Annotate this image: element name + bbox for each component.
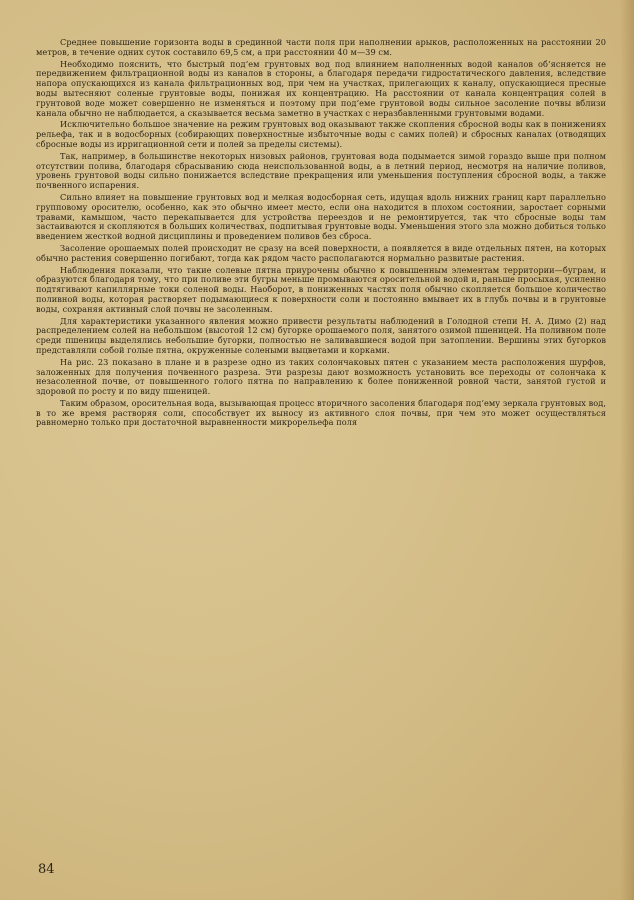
paragraph-4: Так, например, в большинстве некоторых низовых районов, грунтовая вода подымается зимой гораздо выше при полном отсутствии полива, благодаря сбрасыванию сюда неиспользованной воды, а в летний период, несмотря на наличие поливов, уровень грунтовой воды сильно понижается вследствие прекращения или уменьшения поступления сбросной воды, а также почвенного испарения.	[36, 150, 606, 191]
page-edge-shadow	[620, 0, 634, 900]
paragraph-5: Сильно влияет на повышение грунтовых вод и мелкая водосборная сеть, идущая вдоль нижних границ карт параллельно групповому оросителю, особенно, как это обычно имеет место, если она находится в плохом состоянии, заростает сорными травами, камышом, часто перекапывается для устройства переездов и не ремонтируется, так что сбросные воды там застаиваются и скопляются в больших количествах, подпитывая грунтовые воды. Уменьшения этого зла можно добиться только введением жесткой водной дисциплины и проведением поливов без сброса.	[36, 191, 606, 242]
paragraph-2: Необходимо пояснить, что быстрый под‘ем грунтовых вод под влиянием наполненных водой каналов об‘ясняется не передвижением фильтрационной воды из каналов в стороны, а благодаря передачи гидростатического давления, вследствие напора опускающихся из канала фильтрационных вод, при чем на участках, прилегающих к каналу, опускающиеся пресные воды вытесняют соленые грунтовые воды, понижая их концентрацию. На расстоянии от канала концентрация солей в грунтовой воде может совершенно не изменяться и поэтому при под‘еме грунтовой воды сильное засоление почвы вблизи канала обычно не наблюдается, а сказывается весьма заметно в участках с неразбавленными грунтовыми водами.	[36, 58, 606, 118]
paragraph-3: Исключительно большое значение на режим грунтовых вод оказывают также скопления сбросной воды как в понижениях рельефа, так и в водосборных (собирающих поверхностные избыточные воды с самих полей) и сбросных каналах (отводящих сбросные воды из ирригационной сети и полей за пределы системы).	[36, 119, 606, 149]
paragraph-8: Для характеристики указанного явления можно привести результаты наблюдений в Голодной степи Н. А. Димо (2) над распределением солей на небольшом (высотой 12 см) бугорке орошаемого поля, занятого озимой пшеницей. На поливном поле среди пшеницы выделялись небольшие бугорки, полностью не заливавшиеся водой при затоплении. Вершины этих бугорков представляли собой голые пятна, окруженные солеными выцветами и корками.	[36, 315, 606, 355]
paragraph-1: Среднее повышение горизонта воды в срединной части поля при наполнении арыков, расположенных на расстоянии 20 метров, в течение одних суток составило 69,5 см, а при расстоянии 40 м—39 см.	[36, 37, 606, 57]
paragraph-6: Засоление орошаемых полей происходит не сразу на всей поверхности, а появляется в виде отдельных пятен, на которых обычно растения совершенно погибают, тогда как рядом часто располагаются нормально развитые растения.	[36, 242, 606, 263]
page-number: 84	[38, 862, 55, 877]
paragraph-10: Таким образом, оросительная вода, вызывающая процесс вторичного засоления благодаря под‘ему зеркала грунтовых вод, в то же время растворяя соли, способствует их выносу из активного слоя почвы, при чем это может осуществляться равномерно только при достаточной выравненности микрорельефа поля	[36, 397, 606, 428]
paragraph-7: Наблюдения показали, что такие солевые пятна приурочены обычно к повышенным элементам территории—буграм, и образуются благодаря тому, что при поливе эти бугры меньше промываются оросительной водой и, раньше просыхая, усиленно подтягивают капиллярные токи соленой воды. Наоборот, в пониженных частях поля обычно скопляется большое количество поливной воды, которая растворяет подымающиеся к поверхности соли и постоянно вмывает их в глубь почвы и в грунтовые воды, сохраняя активный слой почвы не засоленным.	[36, 264, 606, 314]
paragraph-9: На рис. 23 показано в плане и в разрезе одно из таких солончаковых пятен с указанием места расположения шурфов, заложенных для получения почвенного разреза. Эти разрезы дают возможность установить все переходы от солончака к незасоленной почве, от повышенного голого пятна по направлению к более пониженной ровной части, занятой густой и здоровой по росту и по виду пшеницей.	[36, 356, 606, 397]
